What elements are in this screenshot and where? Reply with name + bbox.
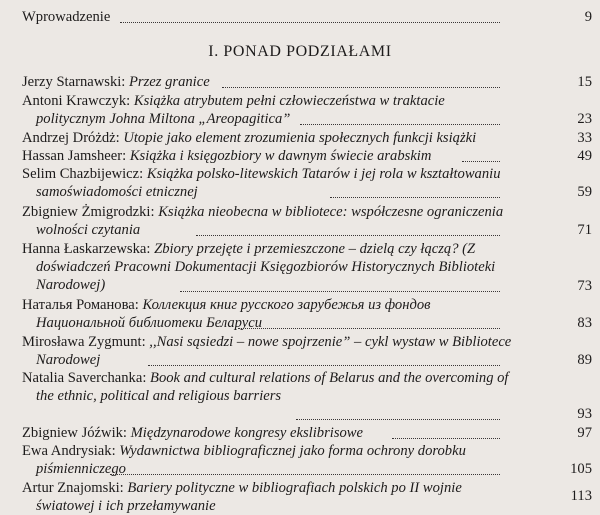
entry-author: Наталья Романова: [22, 297, 139, 313]
toc-entry [22, 165, 512, 201]
toc-entry [22, 203, 512, 239]
entry-author: Zbigniew Żmigrodzki: [22, 204, 155, 220]
toc-entry [22, 333, 512, 369]
entry-page-number: 83 [577, 315, 592, 331]
entry-title: Książka polsko-litewskich Tatarów i jej rola w kształtowaniu samoświadomości etnicznej [36, 166, 501, 201]
entry-page-number: 59 [577, 184, 592, 200]
entry-title: Utopie jako element zrozumienia społecznych funkcji książki [123, 130, 477, 146]
entry-author: Natalia Saverchanka: [22, 370, 147, 386]
toc-entry [22, 442, 512, 478]
entry-leader-dots [392, 438, 500, 439]
entry-title: Przez granice [129, 74, 210, 90]
entry-page-number: 33 [577, 130, 592, 146]
entry-page-number: 97 [577, 425, 592, 441]
toc-entry [22, 369, 512, 405]
entry-title: ,,Nasi sąsiedzi – nowe spojrzenie” – cykl wystaw w Bibliotece Narodowej [36, 334, 512, 369]
entry-author: Hassan Jamsheer: [22, 148, 127, 164]
entry-author: Antoni Krawczyk: [22, 93, 131, 109]
entry-page-number: 89 [577, 352, 592, 368]
entry-page-number: 73 [577, 278, 592, 294]
entry-title: Book and cultural relations of Belarus and the overcoming of the ethnic, political and religious barriers [36, 370, 509, 405]
entry-title: Коллекция книг русского зарубежья из фондов Национальной библиотеки Беларуси [36, 297, 431, 332]
entry-leader-dots [462, 161, 500, 162]
entry-leader-dots [110, 474, 500, 475]
entry-title: Książka i księgozbiory w dawnym świecie arabskim [129, 148, 432, 164]
entry-author: Jerzy Starnawski: [22, 74, 126, 90]
intro-leader-dots [120, 22, 500, 23]
entry-title: Wydawnictwa bibliograficznej jako forma ochrony dorobku piśmienniczego [36, 443, 466, 478]
entry-author: Mirosława Zygmunt: [22, 334, 146, 350]
entry-author: Artur Znajomski: [22, 480, 124, 496]
entry-title: Bariery polityczne w bibliografiach polskich po II wojnie światowej i ich przełamywanie [36, 480, 462, 515]
intro-page-number: 9 [584, 9, 592, 25]
toc-entry [22, 73, 512, 91]
toc-entry [22, 424, 512, 442]
entry-title: Międzynarodowe kongresy ekslibrisowe [130, 425, 364, 441]
entry-author: Selim Chazbijewicz: [22, 166, 144, 182]
entry-title: Książka nieobecna w bibliotece: współczesne ograniczenia wolności czytania [36, 204, 504, 239]
entry-title: Książka atrybutem pełni człowieczeństwa w traktacie politycznym Johna Miltona „Areopagitica” [36, 93, 445, 128]
toc-entry [22, 129, 512, 147]
entry-page-number: 113 [570, 488, 592, 504]
entry-page-number: 105 [570, 461, 592, 477]
section-heading: I. PONAD PODZIAŁAMI [208, 43, 392, 60]
entry-leader-dots [148, 365, 500, 366]
toc-entry [22, 240, 512, 295]
entry-author: Hanna Łaskarzewska: [22, 241, 151, 257]
entry-leader-dots [296, 419, 500, 420]
entry-author: Andrzej Dróżdż: [22, 130, 120, 146]
toc-entry [22, 296, 512, 332]
toc-entry [22, 92, 512, 128]
entry-author: Zbigniew Jóźwik: [22, 425, 127, 441]
intro-label: Wprowadzenie [22, 9, 111, 25]
entry-leader-dots [180, 291, 500, 292]
entry-page-number: 23 [577, 111, 592, 127]
toc-entry [22, 479, 512, 515]
entry-author: Ewa Andrysiak: [22, 443, 116, 459]
entry-leader-dots [196, 235, 500, 236]
entry-leader-dots [330, 197, 500, 198]
entry-page-number: 93 [577, 406, 592, 422]
entry-title: Zbiory przejęte i przemieszczone – dzielą czy łączą? (Z doświadczeń Pracowni Dokumentacji Księgozbiorów Historycznych Biblioteki Narodowej) [36, 241, 496, 294]
entry-leader-dots [300, 124, 500, 125]
entry-leader-dots [222, 87, 500, 88]
toc-entry [22, 147, 512, 165]
entry-leader-dots [238, 328, 500, 329]
entry-page-number: 71 [577, 222, 592, 238]
entry-page-number: 49 [577, 148, 592, 164]
entry-page-number: 15 [577, 74, 592, 90]
